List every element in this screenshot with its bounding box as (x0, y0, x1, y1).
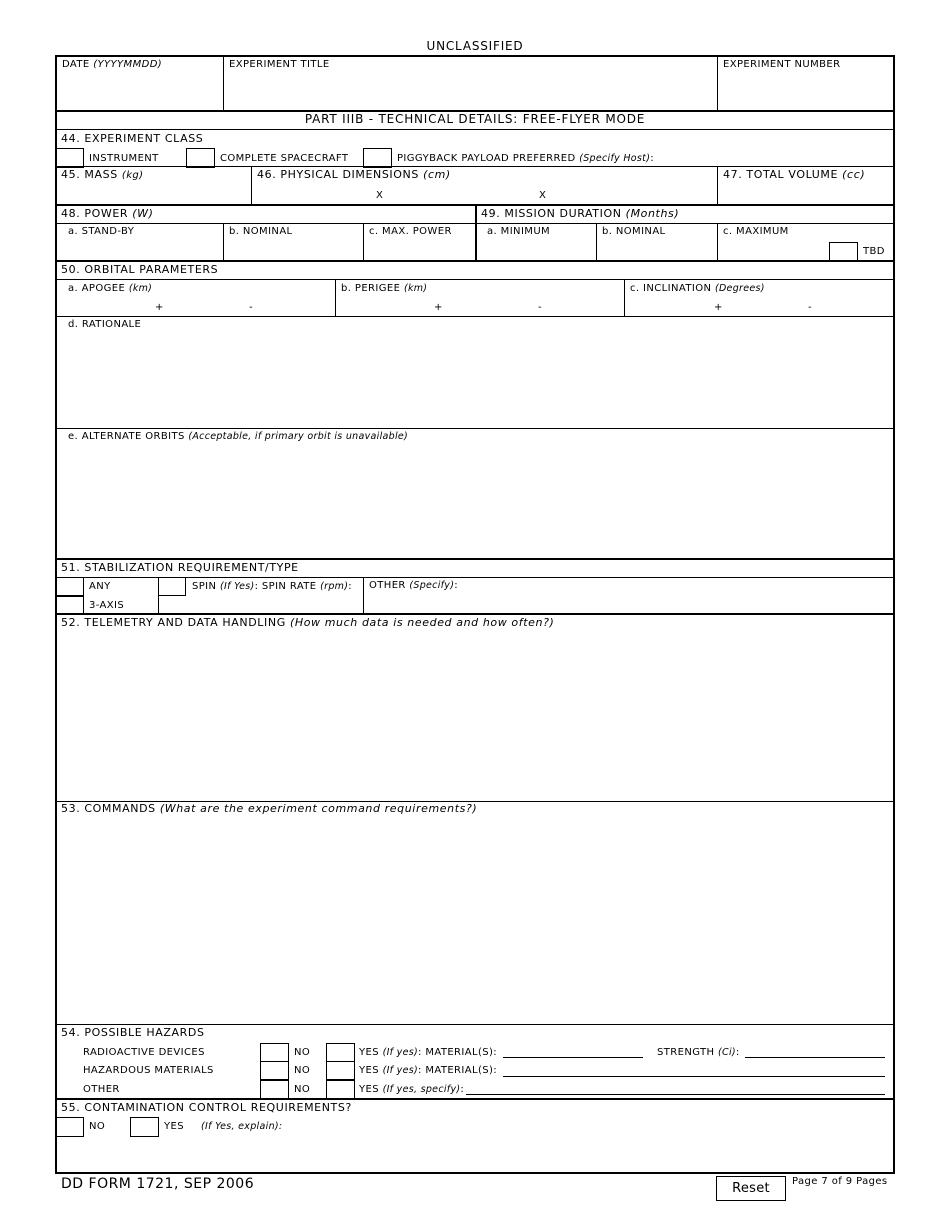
hazardous-yes-checkbox[interactable] (326, 1061, 355, 1080)
radioactive-yes-checkbox[interactable] (326, 1043, 355, 1062)
divider (251, 166, 252, 205)
strength-field[interactable] (745, 1043, 885, 1057)
divider (363, 577, 364, 614)
complete-spacecraft-checkbox[interactable] (186, 148, 215, 168)
yes-label: YES (If yes, specify): (359, 1084, 465, 1095)
divider (624, 279, 625, 316)
alternate-orbits-label: e. ALTERNATE ORBITS (Acceptable, if primary orbit is unavailable) (68, 431, 409, 442)
hazardous-material-field[interactable] (503, 1062, 885, 1076)
other-hazard-no-checkbox[interactable] (260, 1080, 289, 1099)
no-label: NO (294, 1084, 311, 1095)
experiment-title-field[interactable] (226, 72, 715, 109)
perigee-label: b. PERIGEE (km) (341, 283, 428, 294)
hazardous-material-line (503, 1076, 885, 1077)
spin-checkbox[interactable] (158, 577, 186, 596)
instrument-label: INSTRUMENT (89, 153, 159, 164)
any-checkbox[interactable] (56, 577, 84, 596)
divider (363, 223, 364, 261)
part-title: PART IIIB - TECHNICAL DETAILS: FREE-FLYER MODE (304, 112, 646, 126)
contamination-yes-checkbox[interactable] (130, 1117, 159, 1137)
contamination-explain-field[interactable] (58, 1138, 892, 1171)
spin-label: SPIN (If Yes): SPIN RATE (rpm): (192, 581, 353, 592)
reset-button[interactable]: Reset (716, 1176, 786, 1201)
experiment-title-label: EXPERIMENT TITLE (229, 59, 330, 70)
no-label: NO (294, 1047, 311, 1058)
duration-minimum-field[interactable] (478, 239, 594, 259)
dimension-separator: X (539, 190, 547, 201)
form-id: DD FORM 1721, SEP 2006 (61, 1176, 255, 1192)
piggyback-checkbox[interactable] (363, 148, 392, 168)
q45-label: 45. MASS (kg) (61, 168, 144, 181)
perigee-minus-field[interactable] (546, 297, 622, 314)
dimension-separator: X (376, 190, 384, 201)
q46-label: 46. PHYSICAL DIMENSIONS (cm) (257, 168, 451, 181)
divider (223, 223, 224, 261)
minus-sign: - (808, 302, 813, 313)
other-label: OTHER (Specify): (369, 580, 458, 591)
divider (56, 1098, 894, 1100)
dimension-1-field[interactable] (258, 186, 370, 202)
q53-label: 53. COMMANDS (What are the experiment command requirements?) (61, 802, 478, 815)
hazard-row-label: HAZARDOUS MATERIALS (83, 1065, 214, 1076)
apogee-field[interactable] (58, 297, 153, 314)
divider (717, 166, 718, 205)
q55-label: 55. CONTAMINATION CONTROL REQUIREMENTS? (61, 1101, 352, 1114)
plus-sign: + (714, 302, 723, 313)
divider (717, 56, 718, 111)
mass-field[interactable] (58, 184, 248, 202)
radioactive-no-checkbox[interactable] (260, 1043, 289, 1062)
inclination-plus-field[interactable] (724, 297, 804, 314)
inclination-minus-field[interactable] (816, 297, 892, 314)
spin-rate-field[interactable] (160, 597, 361, 612)
classification-marking: UNCLASSIFIED (426, 39, 524, 53)
power-nominal-field[interactable] (226, 239, 361, 259)
experiment-number-field[interactable] (720, 72, 892, 109)
strength-label: STRENGTH (Ci): (657, 1047, 740, 1058)
no-label: NO (89, 1121, 106, 1132)
contamination-no-checkbox[interactable] (56, 1117, 84, 1137)
strength-line (745, 1057, 885, 1058)
radioactive-material-line (503, 1057, 643, 1058)
tbd-label: TBD (863, 246, 885, 257)
divider (56, 1024, 894, 1025)
rationale-field[interactable] (58, 333, 892, 426)
q44-label: 44. EXPERIMENT CLASS (61, 132, 204, 145)
other-hazard-yes-checkbox[interactable] (326, 1080, 355, 1099)
inclination-field[interactable] (627, 297, 711, 314)
divider (56, 223, 894, 224)
piggyback-label: PIGGYBACK PAYLOAD PREFERRED (Specify Host): (397, 153, 654, 164)
radioactive-material-field[interactable] (503, 1043, 643, 1057)
date-field[interactable] (58, 72, 221, 109)
apogee-label: a. APOGEE (km) (68, 283, 153, 294)
experiment-number-label: EXPERIMENT NUMBER (723, 59, 841, 70)
standby-field[interactable] (58, 239, 221, 259)
commands-field[interactable] (58, 818, 892, 1022)
apogee-plus-field[interactable] (165, 297, 245, 314)
q48-label: 48. POWER (W) (61, 207, 154, 220)
divider (223, 56, 224, 111)
minus-sign: - (538, 302, 543, 313)
q51-label: 51. STABILIZATION REQUIREMENT/TYPE (61, 561, 299, 574)
power-nominal-label: b. NOMINAL (229, 226, 293, 237)
perigee-plus-field[interactable] (444, 297, 534, 314)
rationale-label: d. RATIONALE (68, 319, 142, 330)
yes-label: YES (If yes): MATERIAL(S): (359, 1065, 498, 1076)
divider (56, 260, 894, 262)
max-power-field[interactable] (366, 239, 473, 259)
apogee-minus-field[interactable] (257, 297, 333, 314)
maximum-label: c. MAXIMUM (723, 226, 789, 237)
divider (56, 316, 894, 317)
dimension-2-field[interactable] (390, 186, 530, 202)
q49-label: 49. MISSION DURATION (Months) (481, 207, 680, 220)
divider (56, 558, 894, 560)
duration-nominal-field[interactable] (599, 239, 715, 259)
divider (475, 205, 477, 261)
any-label: ANY (89, 581, 111, 592)
divider (717, 223, 718, 261)
minus-sign: - (249, 302, 254, 313)
other-stabilization-field[interactable] (460, 579, 892, 612)
three-axis-label: 3-AXIS (89, 600, 125, 611)
hazard-row-label: OTHER (83, 1084, 120, 1095)
divider (335, 279, 336, 316)
plus-sign: + (434, 302, 443, 313)
page-number: Page 7 of 9 Pages (792, 1176, 888, 1187)
total-volume-field[interactable] (720, 184, 892, 202)
dimension-3-field[interactable] (552, 186, 712, 202)
plus-sign: + (155, 302, 164, 313)
explain-note: (If Yes, explain): (201, 1121, 283, 1132)
duration-nominal-label: b. NOMINAL (602, 226, 666, 237)
q47-label: 47. TOTAL VOLUME (cc) (723, 168, 866, 181)
yes-label: YES (164, 1121, 184, 1132)
complete-spacecraft-label: COMPLETE SPACECRAFT (220, 153, 349, 164)
duration-maximum-field[interactable] (720, 239, 826, 259)
divider (56, 613, 894, 615)
tbd-checkbox[interactable] (829, 242, 858, 261)
other-hazard-line (466, 1094, 885, 1095)
alternate-orbits-field[interactable] (58, 445, 892, 556)
perigee-field[interactable] (338, 297, 431, 314)
divider (56, 428, 894, 429)
max-power-label: c. MAX. POWER (369, 226, 452, 237)
hazard-row-label: RADIOACTIVE DEVICES (83, 1047, 205, 1058)
divider (596, 223, 597, 261)
inclination-label: c. INCLINATION (Degrees) (630, 283, 765, 294)
q50-label: 50. ORBITAL PARAMETERS (61, 263, 219, 276)
divider (56, 129, 894, 130)
hazardous-no-checkbox[interactable] (260, 1061, 289, 1080)
q54-label: 54. POSSIBLE HAZARDS (61, 1026, 205, 1039)
divider (56, 279, 894, 280)
date-label: DATE (YYYYMMDD) (62, 59, 163, 70)
other-hazard-field[interactable] (466, 1080, 885, 1094)
q52-label: 52. TELEMETRY AND DATA HANDLING (How much data is needed and how often?) (61, 616, 555, 629)
minimum-label: a. MINIMUM (487, 226, 551, 237)
no-label: NO (294, 1065, 311, 1076)
standby-label: a. STAND-BY (68, 226, 135, 237)
divider (56, 166, 894, 167)
telemetry-field[interactable] (58, 632, 892, 799)
instrument-checkbox[interactable] (56, 148, 84, 168)
yes-label: YES (If yes): MATERIAL(S): (359, 1047, 498, 1058)
piggyback-host-field[interactable] (665, 150, 892, 166)
